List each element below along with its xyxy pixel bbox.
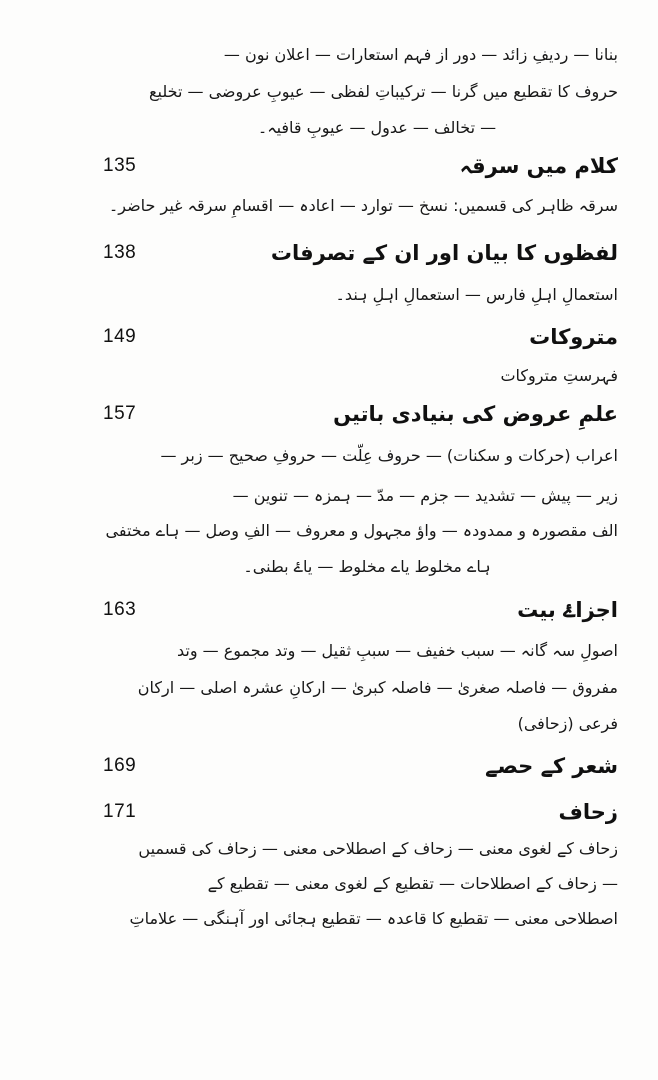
- toc-section-heading-row: [103, 150, 618, 182]
- section-heading: لفظوں کا بیان اور ان کے تصرفات: [270, 241, 618, 265]
- section-heading: متروکات: [529, 325, 618, 349]
- toc-entry-line: سرقہ ظاہر کی قسمیں: نسخ — توارد — اعادہ — اقسامِ سرقہ غیر حاضر۔: [108, 196, 618, 215]
- toc-entry-line: فہرستِ متروکات: [500, 366, 618, 385]
- section-heading: علمِ عروض کی بنیادی باتیں: [333, 402, 618, 426]
- page-number: 135: [103, 155, 137, 176]
- page-number: 157: [103, 403, 137, 424]
- toc-entry-line: — زحاف کے اصطلاحات — تقطیع کے لغوی معنی — تقطیع کے: [207, 874, 618, 893]
- toc-entry-line: بنانا — ردیفِ زائد — دور از فہم استعارات — اعلان نون —: [223, 45, 618, 64]
- toc-entry-line: مفروق — فاصلہ صغریٰ — فاصلہ کبریٰ — ارکانِ عشرہ اصلی — ارکان: [137, 678, 618, 697]
- toc-entry-line: ہاے مخلوط یاے مخلوط — یاۓ بطنی۔: [243, 557, 491, 576]
- toc-section-heading-row: [103, 750, 618, 782]
- toc-section-heading-row: [103, 796, 618, 828]
- toc-entry-line: اعراب (حرکات و سکنات) — حروف عِلّت — حروفِ صحیح — زبر —: [160, 446, 618, 465]
- toc-section-heading-row: [103, 594, 618, 626]
- toc-entry-line: الف مقصورہ و ممدودہ — واؤ مجہول و معروف — الفِ وصل — ہاے مختفی: [105, 521, 618, 540]
- toc-entry-line: استعمالِ اہلِ فارس — استعمالِ اہلِ ہند۔: [335, 285, 618, 304]
- page-number: 163: [103, 599, 137, 620]
- section-heading: اجزاۓ بیت: [517, 598, 618, 622]
- page-number: 171: [103, 801, 137, 822]
- toc-entry-line: اصولِ سہ گانہ — سبب خفیف — سببِ ثقیل — وتد مجموع — وتد: [176, 641, 618, 660]
- section-heading: شعر کے حصے: [485, 754, 618, 778]
- toc-entry-line: حروف کا تقطیع میں گرنا — ترکیباتِ لفظی — عیوبِ عروضی — تخلیع: [149, 82, 618, 101]
- section-heading: زحاف: [558, 800, 618, 824]
- toc-section-heading-row: [103, 237, 618, 269]
- toc-section-heading-row: [103, 398, 618, 430]
- toc-entry-line: اصطلاحی معنی — تقطیع کا قاعدہ — تقطیع ہجائی اور آہنگی — علاماتِ: [129, 909, 618, 928]
- page-number: 149: [103, 326, 137, 347]
- page-number: 138: [103, 242, 137, 263]
- toc-entry-line: — تخالف — عدول — عیوبِ قافیہ۔: [257, 118, 497, 137]
- toc-entry-line: زیر — پیش — تشدید — جزم — مدّ — ہمزہ — تنوین —: [232, 486, 618, 505]
- page-number: 169: [103, 755, 137, 776]
- toc-entry-line: فرعی (زحافی): [517, 714, 618, 733]
- section-heading: کلام میں سرقہ: [459, 154, 618, 178]
- toc-section-heading-row: [103, 321, 618, 353]
- toc-entry-line: زحاف کے لغوی معنی — زحاف کے اصطلاحی معنی — زحاف کی قسمیں: [138, 839, 618, 858]
